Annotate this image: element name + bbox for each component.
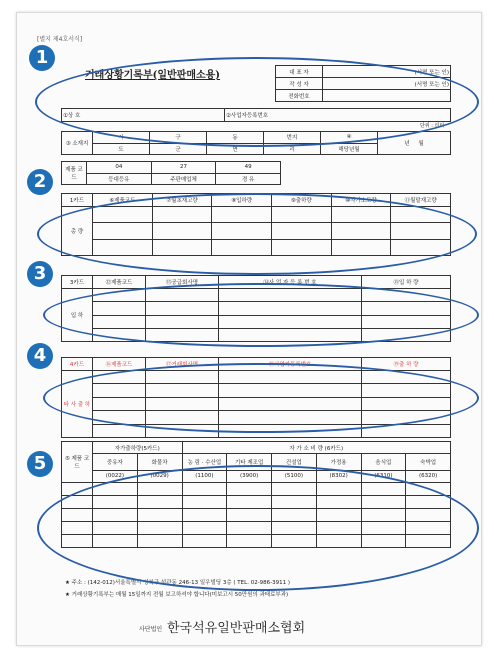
badge-3: 3 (27, 261, 53, 287)
location-label: ③ 소재지 (62, 132, 93, 155)
totals-left-label: 총 량 (62, 207, 93, 256)
intake-col-3: ⑭사 업 자 등 록 번 호 (219, 276, 362, 289)
intake-left-label: 입 하 (62, 289, 93, 342)
badge-4: 4 (27, 343, 53, 369)
cons-col-2-code: (0029) (137, 470, 182, 482)
loc-gun: 군 (150, 143, 207, 155)
badge-1: 1 (29, 45, 55, 71)
product-code-label: 제품 코드 (62, 162, 87, 185)
loc-month-no: ④ (321, 132, 378, 144)
intake-col-4: ⑮입 하 량 (362, 276, 451, 289)
form-page (16, 12, 482, 646)
cons-col-7-code: (6310) (361, 470, 406, 482)
month-label: 월 (418, 141, 424, 147)
cons-col-4-name: 기타 제조업 (227, 454, 272, 471)
note-deadline: ★ 거래상황기록부는 매월 15일까지 전월 보고하셔야 합니다(미보고시 50만원의 과태료부과) (65, 592, 289, 598)
cons-col-8-name: 숙박업 (406, 454, 451, 471)
totals-col-6: ⑪월말재고량 (391, 194, 451, 207)
highlight-oval-5 (37, 465, 479, 591)
year-label: 년 (404, 141, 410, 147)
code-sub-2: 주판매업체 (151, 173, 216, 185)
cons-col-2-name: 화물차 (137, 454, 182, 471)
rep-label: 대 표 자 (276, 66, 323, 78)
cons-col-5-code: (5100) (272, 470, 317, 482)
bizno-label: ②사업자등록번호 (225, 109, 451, 122)
shipment-col-4: ⑲출 하 량 (362, 358, 451, 371)
cons-col-1-code: (0022) (93, 470, 138, 482)
cons-col-8-code: (6320) (406, 470, 451, 482)
totals-col-2: ⑦월초재고량 (152, 194, 212, 207)
cons-col-6-code: (8302) (316, 470, 361, 482)
code-49: 49 (216, 162, 281, 174)
note-address: ★ 주소 : (142-012)서울특별시 성북구 석관동 246-13 일우빌딩 3층 ( TEL. 02-986-3911 ) (65, 580, 291, 586)
product-code-table (61, 161, 281, 185)
loc-bunji: 번지 (264, 132, 321, 144)
consumption-top-2: 자 가 소 비 량 (6카드) (182, 442, 451, 454)
code-sub-3: 경 유 (216, 173, 281, 185)
loc-myeon: 면 (207, 143, 264, 155)
totals-col-3: ⑧입하량 (212, 194, 272, 207)
rep-note: (서명 또는 인) (323, 66, 451, 78)
consumption-top-1: 자가출하량(5카드) (93, 442, 183, 454)
footer-small: 사단법인 (139, 626, 163, 633)
badge-2: 2 (27, 169, 53, 195)
highlight-oval-2 (37, 193, 477, 275)
shipment-card-label: 4카드 (62, 358, 93, 371)
shipment-col-3: ⑱사업자등록번호 (219, 358, 362, 371)
cons-col-4-code: (3900) (227, 470, 272, 482)
cons-col-5-name: 건설업 (272, 454, 317, 471)
cons-col-1-name: 중유자 (93, 454, 138, 471)
writer-note: (서명 또는 인) (323, 78, 451, 90)
code-sub-1: 등대등유 (87, 173, 152, 185)
highlight-oval-1 (35, 57, 479, 147)
loc-do: 도 (93, 143, 150, 155)
intake-col-2: ⑬공급회사명 (146, 276, 219, 289)
writer-label: 작 성 자 (276, 78, 323, 90)
form-title: 거래상황기록부(일반판매소용) (85, 70, 221, 81)
totals-col-4: ⑨출하량 (271, 194, 331, 207)
badge-5: 5 (27, 451, 53, 477)
consumption-left-label: ⑤ 제품 코드 (62, 442, 93, 483)
loc-ri: 리 (264, 143, 321, 155)
shipment-col-2: ⑰거래회사명 (146, 358, 219, 371)
highlight-oval-4 (43, 363, 479, 433)
shipment-left-label: 타 사 출 하 (62, 371, 93, 438)
loc-gu: 구 (150, 132, 207, 144)
footer-org: 한국석유일반판매소협회 (167, 621, 306, 636)
phone-label: 전화번호 (276, 90, 323, 102)
loc-si: 시 (93, 132, 150, 144)
shipment-col-1: ⑯제품코드 (93, 358, 146, 371)
form-label: [별지 제4호서식] (37, 36, 83, 43)
totals-col-1: ⑥제품코드 (93, 194, 153, 207)
cons-col-7-name: 음식업 (361, 454, 406, 471)
intake-col-1: ⑫제품코드 (93, 276, 146, 289)
loc-dong: 동 (207, 132, 264, 144)
code-27: 27 (151, 162, 216, 174)
cons-col-3-code: (1100) (182, 470, 227, 482)
highlight-oval-3 (43, 283, 479, 347)
totals-card-label: 1카드 (62, 194, 93, 207)
intake-card-label: 3카드 (62, 276, 93, 289)
cons-col-3-name: 농 림 · 수산업 (182, 454, 227, 471)
cons-col-6-name: 가정용 (316, 454, 361, 471)
unit-note: 단위 : 리터 (420, 123, 445, 129)
code-04: 04 (87, 162, 152, 174)
loc-month-label: 해당년월 (321, 143, 378, 155)
totals-col-5: ⑩자가소모량 (331, 194, 391, 207)
company-label: ①상 호 (62, 109, 225, 122)
